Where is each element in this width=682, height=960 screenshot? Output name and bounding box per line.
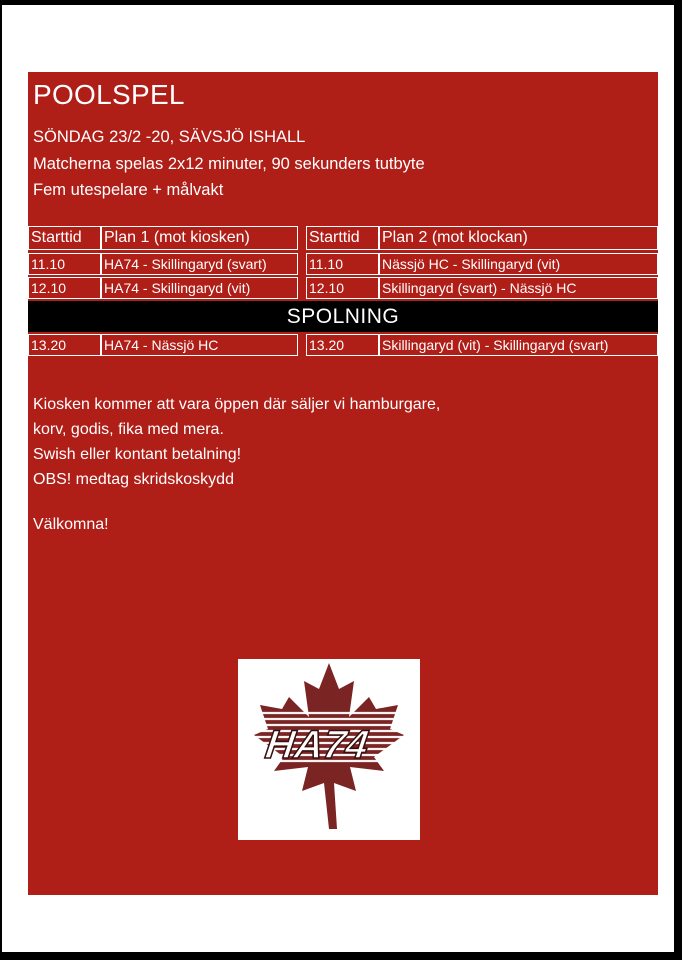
row3-time-plan2: 13.20: [306, 334, 379, 356]
players-line: Fem utespelare + målvakt: [33, 181, 224, 199]
row3-time-plan1: 13.20: [28, 334, 101, 356]
schedule-table: [28, 226, 658, 357]
page-sheet: [2, 5, 674, 952]
row1-time-plan2: 11.10: [306, 253, 379, 275]
row2-match-plan1: HA74 - Skillingaryd (vit): [101, 277, 298, 299]
header-plan-2: Plan 2 (mot klockan): [379, 226, 658, 250]
row2-time-plan2: 12.10: [306, 277, 379, 299]
spolning-banner: SPOLNING: [28, 301, 658, 332]
ha74-logo: [238, 659, 420, 840]
row1-time-plan1: 11.10: [28, 253, 101, 275]
maple-leaf-icon: [238, 659, 420, 840]
poster: [28, 72, 658, 895]
welcome-text: Välkomna!: [33, 516, 109, 533]
row1-match-plan1: HA74 - Skillingaryd (svart): [101, 253, 298, 275]
rules-line: Matcherna spelas 2x12 minuter, 90 sekunders tutbyte: [33, 155, 425, 173]
poster-title: POOLSPEL: [33, 79, 185, 110]
info-line-payment: Swish eller kontant betalning!: [33, 446, 242, 463]
row3-match-plan1: HA74 - Nässjö HC: [101, 334, 298, 356]
row2-match-plan2: Skillingaryd (svart) - Nässjö HC: [379, 277, 658, 299]
info-line-skates: OBS! medtag skridskoskydd: [33, 471, 234, 488]
info-line-food: korv, godis, fika med mera.: [33, 421, 224, 438]
svg-text:HA74: HA74: [262, 722, 372, 767]
row2-time-plan1: 12.10: [28, 277, 101, 299]
row1-match-plan2: Nässjö HC - Skillingaryd (vit): [379, 253, 658, 275]
header-starttid-1: Starttid: [28, 226, 101, 250]
date-line: SÖNDAG 23/2 -20, SÄVSJÖ ISHALL: [33, 128, 306, 146]
info-block: [33, 392, 440, 492]
header-plan-1: Plan 1 (mot kiosken): [101, 226, 298, 250]
header-starttid-2: Starttid: [306, 226, 379, 250]
row3-match-plan2: Skillingaryd (vit) - Skillingaryd (svart): [379, 334, 658, 356]
info-line-kiosk: Kiosken kommer att vara öppen där säljer vi hamburgare,: [33, 396, 441, 413]
